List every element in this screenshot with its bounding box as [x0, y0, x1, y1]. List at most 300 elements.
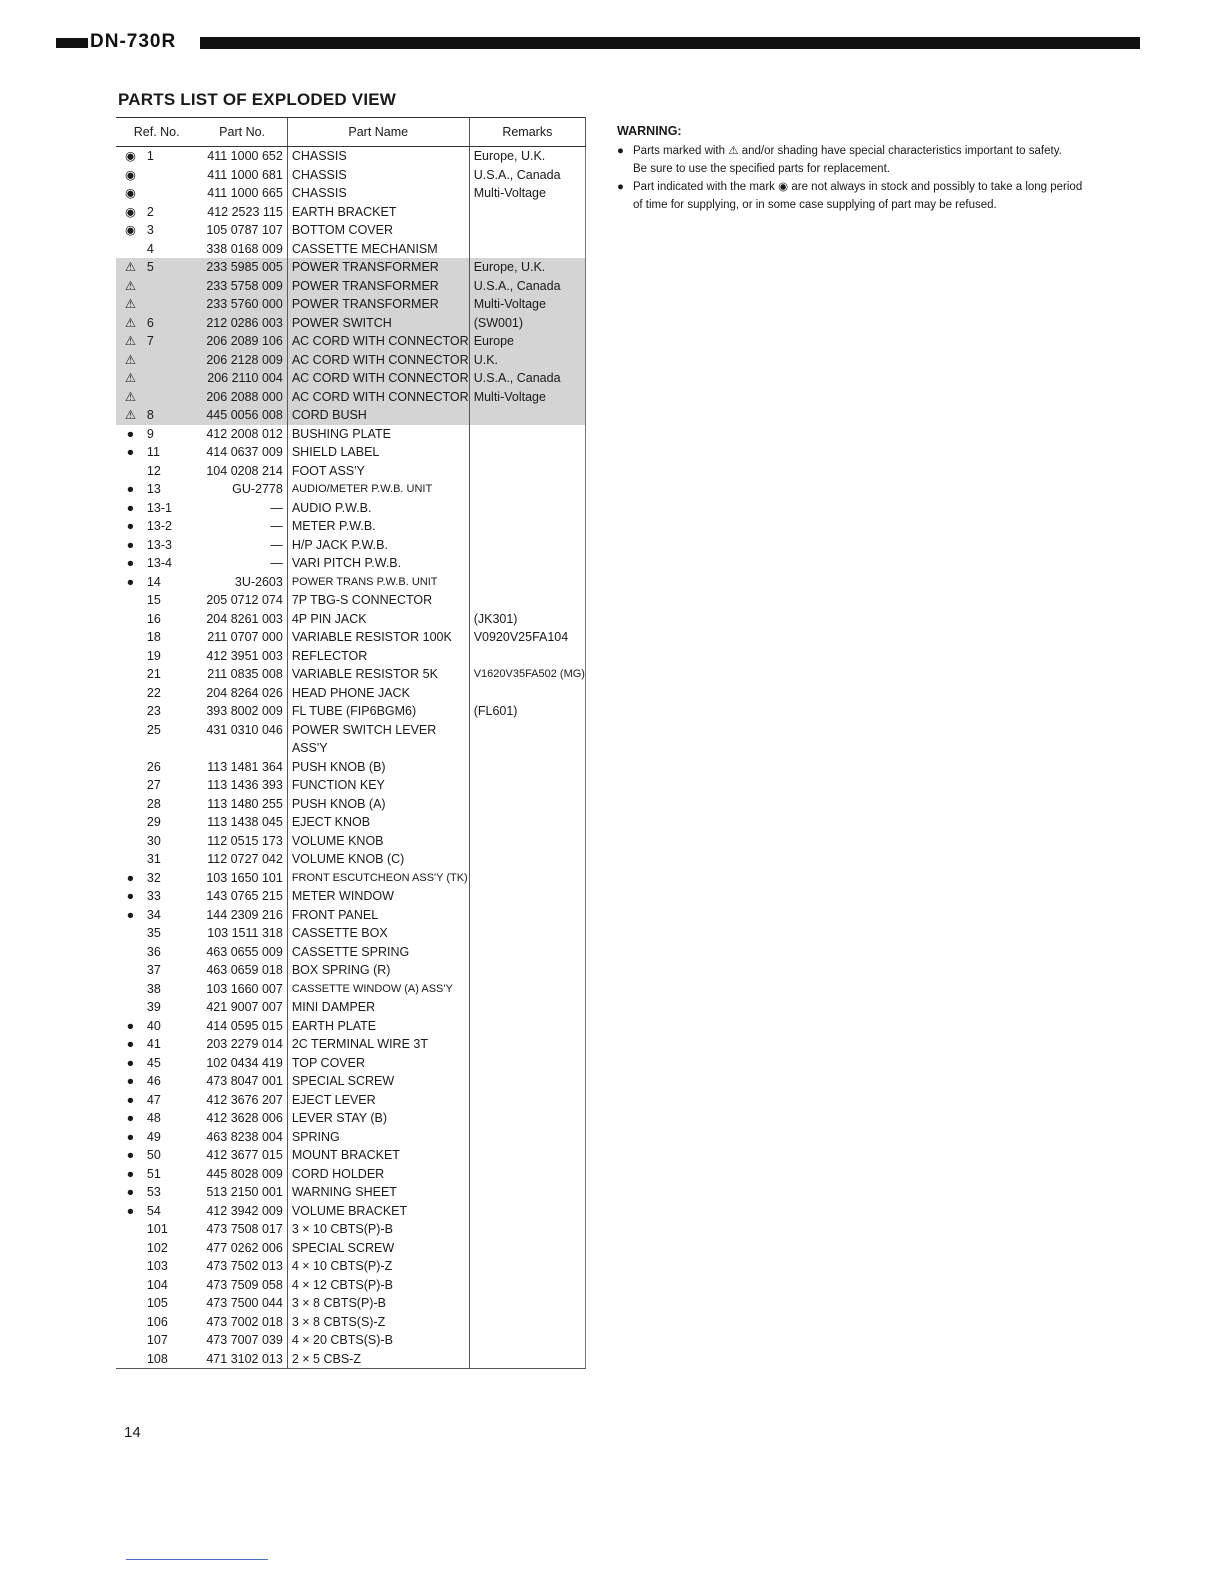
- row-ref-no: 7: [145, 332, 197, 351]
- row-part-no: 513 2150 001: [206, 1185, 283, 1200]
- row-part-name: PUSH KNOB (A): [287, 795, 469, 814]
- row-part-name: BOTTOM COVER: [287, 221, 469, 240]
- bullet-icon: ●: [617, 145, 624, 157]
- row-part-name: 4 × 12 CBTS(P)-B: [287, 1276, 469, 1295]
- row-remarks: (SW001): [469, 314, 585, 333]
- table-row: [116, 887, 586, 906]
- row-mark-icon: [116, 240, 145, 259]
- row-part-no: 103 1511 318: [207, 926, 283, 941]
- row-remarks: [469, 480, 585, 499]
- table-row: [116, 314, 586, 333]
- row-ref-no: 34: [146, 907, 161, 922]
- table-row: [116, 1202, 586, 1221]
- row-ref-no: 53: [146, 1185, 161, 1200]
- table-row: [116, 1183, 586, 1202]
- header-ref: Ref. No.: [116, 118, 197, 147]
- table-row: [116, 943, 586, 962]
- row-part-no: [197, 739, 287, 758]
- warning-item1-text-c: Be sure to use the specified parts for replacement.: [633, 163, 890, 175]
- row-ref-no: 3: [146, 223, 154, 238]
- row-ref-no: 13-3: [146, 537, 172, 552]
- row-ref-no: 48: [146, 1111, 161, 1126]
- row-part-no: 203 2279 014: [206, 1037, 283, 1052]
- table-row: [116, 443, 586, 462]
- row-ref-no: 13-4: [146, 556, 172, 571]
- row-mark-icon: ●: [126, 1203, 135, 1218]
- parts-table-body: [116, 147, 586, 1369]
- parts-table: [116, 117, 586, 1369]
- warning-item-safety: [617, 142, 1087, 178]
- row-part-name: CASSETTE WINDOW (A) ASS'Y: [287, 980, 469, 999]
- table-row: [116, 277, 586, 296]
- row-mark-icon: [116, 1220, 145, 1239]
- row-part-no: 233 5985 005: [197, 258, 287, 277]
- row-remarks: [469, 943, 585, 962]
- table-row: [116, 295, 586, 314]
- row-mark-icon: ●: [126, 1185, 135, 1200]
- warning-item2-text-b: are not always in stock and possibly to take a long period of time for supplying, or in some case supplying of part may be refused.: [633, 181, 1083, 211]
- row-part-name: POWER TRANSFORMER: [287, 295, 469, 314]
- row-remarks: [469, 1202, 585, 1221]
- row-mark-icon: ⚠: [116, 351, 145, 370]
- row-remarks: [469, 850, 585, 869]
- row-mark-icon: ●: [126, 537, 135, 552]
- row-part-name: VOLUME KNOB: [287, 832, 469, 851]
- row-remarks: [469, 443, 585, 462]
- row-part-name: AC CORD WITH CONNECTOR: [287, 351, 469, 370]
- row-ref-no: 101: [146, 1222, 168, 1237]
- row-part-name: EARTH BRACKET: [287, 203, 469, 222]
- row-mark-icon: ●: [126, 574, 135, 589]
- row-part-name: POWER TRANSFORMER: [287, 258, 469, 277]
- row-part-no: 412 3942 009: [206, 1203, 283, 1218]
- table-row: [116, 240, 586, 259]
- table-row: [116, 1128, 586, 1147]
- row-remarks: (FL601): [469, 702, 585, 721]
- row-ref-no: 41: [146, 1037, 161, 1052]
- row-part-no: 113 1480 255: [207, 796, 283, 811]
- row-mark-icon: ⚠: [116, 332, 145, 351]
- row-part-no: 233 5758 009: [197, 277, 287, 296]
- row-remarks: [469, 240, 585, 259]
- row-part-no: —: [270, 537, 283, 552]
- row-remarks: [469, 906, 585, 925]
- row-part-name: AUDIO P.W.B.: [287, 499, 469, 518]
- row-part-no: 144 2309 216: [206, 907, 283, 922]
- row-remarks: [469, 1239, 585, 1258]
- row-part-name: VARIABLE RESISTOR 5K: [287, 665, 469, 684]
- row-remarks: [469, 591, 585, 610]
- row-mark-icon: [116, 1294, 145, 1313]
- row-remarks: [469, 1183, 585, 1202]
- row-remarks: V0920V25FA104: [469, 628, 585, 647]
- row-remarks: [469, 980, 585, 999]
- row-part-no: 473 7509 058: [206, 1277, 283, 1292]
- table-row: [116, 203, 586, 222]
- row-part-name: VARIABLE RESISTOR 100K: [287, 628, 469, 647]
- row-mark-icon: [116, 832, 145, 851]
- table-row: [116, 499, 586, 518]
- table-row: [116, 850, 586, 869]
- row-part-no: 477 0262 006: [206, 1240, 283, 1255]
- row-mark-icon: [116, 795, 145, 814]
- row-part-name: SPRING: [287, 1128, 469, 1147]
- row-part-name: FRONT PANEL: [287, 906, 469, 925]
- row-mark-icon: ●: [126, 1074, 135, 1089]
- row-part-name: EJECT KNOB: [287, 813, 469, 832]
- table-row: [116, 758, 586, 777]
- row-mark-icon: ◉: [125, 186, 136, 201]
- row-mark-icon: [116, 813, 145, 832]
- row-part-no: 211 0707 000: [207, 630, 283, 645]
- table-row: [116, 1109, 586, 1128]
- row-mark-icon: [116, 647, 145, 666]
- row-part-no: 412 3951 003: [206, 648, 283, 663]
- warning-item1-text-a: Parts marked with: [633, 145, 726, 157]
- row-ref-no: 40: [146, 1018, 161, 1033]
- row-part-no: 411 1000 652: [207, 149, 283, 164]
- row-mark-icon: [116, 1350, 145, 1369]
- row-part-no: 412 2523 115: [207, 204, 283, 219]
- row-mark-icon: ●: [126, 1111, 135, 1126]
- row-mark-icon: [116, 998, 145, 1017]
- row-remarks: U.K.: [469, 351, 585, 370]
- row-remarks: [469, 203, 585, 222]
- row-mark-icon: ●: [126, 1166, 135, 1181]
- row-ref-no: 11: [146, 445, 160, 460]
- row-part-no: 473 7007 039: [206, 1333, 283, 1348]
- row-ref-no: [145, 166, 197, 185]
- row-part-name: WARNING SHEET: [287, 1183, 469, 1202]
- row-mark-icon: [116, 961, 145, 980]
- row-ref-no: 106: [146, 1314, 168, 1329]
- row-mark-icon: ●: [126, 1055, 135, 1070]
- table-row: [116, 702, 586, 721]
- row-part-no: —: [270, 500, 283, 515]
- table-row: [116, 961, 586, 980]
- row-part-no: GU-2778: [232, 482, 283, 497]
- row-part-no: 411 1000 665: [207, 186, 283, 201]
- table-row: [116, 1072, 586, 1091]
- row-part-no: 102 0434 419: [206, 1055, 283, 1070]
- warning-title: WARNING:: [617, 124, 682, 138]
- row-remarks: [469, 776, 585, 795]
- row-part-no: 412 2008 012: [206, 426, 283, 441]
- table-row: [116, 924, 586, 943]
- row-part-name: BUSHING PLATE: [287, 425, 469, 444]
- row-mark-icon: [116, 758, 145, 777]
- row-part-name: HEAD PHONE JACK: [287, 684, 469, 703]
- row-part-name: 2 × 5 CBS-Z: [287, 1350, 469, 1369]
- header-left-bar: [56, 38, 88, 48]
- table-row: [116, 795, 586, 814]
- row-part-name: CORD BUSH: [287, 406, 469, 425]
- bullet-icon: ●: [617, 181, 624, 193]
- row-part-name: BOX SPRING (R): [287, 961, 469, 980]
- row-ref-no: 39: [146, 1000, 161, 1015]
- row-part-name: 4P PIN JACK: [287, 610, 469, 629]
- row-ref-no: 19: [146, 648, 161, 663]
- row-part-name: 2C TERMINAL WIRE 3T: [287, 1035, 469, 1054]
- row-part-no: 206 2088 000: [197, 388, 287, 407]
- row-ref-no: 13: [146, 482, 161, 497]
- row-ref-no: 28: [146, 796, 161, 811]
- table-row: [116, 351, 586, 370]
- row-ref-no: [145, 351, 197, 370]
- row-part-no: 445 0056 008: [197, 406, 287, 425]
- row-ref-no: 31: [146, 852, 161, 867]
- row-part-no: 473 8047 001: [206, 1074, 283, 1089]
- row-ref-no: [145, 388, 197, 407]
- row-remarks: [469, 1091, 585, 1110]
- row-remarks: [469, 924, 585, 943]
- table-row: [116, 1257, 586, 1276]
- table-row: [116, 388, 586, 407]
- row-part-name: METER P.W.B.: [287, 517, 469, 536]
- row-part-name: VARI PITCH P.W.B.: [287, 554, 469, 573]
- row-ref-no: 26: [146, 759, 161, 774]
- row-remarks: Multi-Voltage: [469, 184, 585, 203]
- row-ref-no: 8: [145, 406, 197, 425]
- row-mark-icon: ⚠: [116, 314, 145, 333]
- table-row: [116, 1220, 586, 1239]
- row-part-no: 204 8261 003: [206, 611, 283, 626]
- table-row: [116, 832, 586, 851]
- row-remarks: U.S.A., Canada: [469, 166, 585, 185]
- row-remarks: [469, 1109, 585, 1128]
- row-ref-no: 29: [146, 815, 161, 830]
- row-part-no: 205 0712 074: [206, 593, 283, 608]
- row-remarks: [469, 1146, 585, 1165]
- row-part-no: 3U-2603: [234, 574, 283, 589]
- row-remarks: [469, 1294, 585, 1313]
- table-row: [116, 906, 586, 925]
- row-remarks: [469, 462, 585, 481]
- footer-line: [126, 1559, 268, 1560]
- row-ref-no: 15: [146, 593, 161, 608]
- row-ref-no: 5: [145, 258, 197, 277]
- row-part-no: 414 0637 009: [206, 445, 283, 460]
- row-part-name: 4 × 20 CBTS(S)-B: [287, 1331, 469, 1350]
- row-ref-no: 49: [146, 1129, 161, 1144]
- row-mark-icon: ◉: [125, 167, 136, 182]
- row-ref-no: 51: [146, 1166, 161, 1181]
- row-remarks: [469, 1054, 585, 1073]
- row-part-no: 233 5760 000: [197, 295, 287, 314]
- row-ref-no: 13-1: [146, 500, 172, 515]
- row-part-name: FUNCTION KEY: [287, 776, 469, 795]
- row-ref-no: 16: [146, 611, 161, 626]
- table-row: [116, 369, 586, 388]
- row-ref-no: 4: [146, 241, 154, 256]
- warning-item-stock: [617, 178, 1087, 214]
- row-ref-no: 47: [146, 1092, 161, 1107]
- table-row: [116, 517, 586, 536]
- row-ref-no: [145, 295, 197, 314]
- row-mark-icon: ●: [126, 889, 135, 904]
- row-remarks: [469, 1128, 585, 1147]
- row-mark-icon: [116, 1276, 145, 1295]
- row-part-name: H/P JACK P.W.B.: [287, 536, 469, 555]
- row-mark-icon: [116, 1313, 145, 1332]
- row-mark-icon: ⚠: [116, 277, 145, 296]
- table-row: [116, 1091, 586, 1110]
- row-ref-no: 30: [146, 833, 161, 848]
- row-mark-icon: ●: [126, 426, 135, 441]
- row-ref-no: 21: [146, 667, 161, 682]
- row-ref-no: [145, 277, 197, 296]
- row-remarks: [469, 998, 585, 1017]
- row-mark-icon: ●: [126, 556, 135, 571]
- table-row: [116, 1035, 586, 1054]
- row-part-no: 463 0659 018: [206, 963, 283, 978]
- row-part-no: 473 7508 017: [206, 1222, 283, 1237]
- row-part-name: CHASSIS: [287, 147, 469, 166]
- row-part-name: CASSETTE BOX: [287, 924, 469, 943]
- row-part-name: METER WINDOW: [287, 887, 469, 906]
- row-part-no: 206 2110 004: [197, 369, 287, 388]
- row-mark-icon: [116, 1239, 145, 1258]
- row-part-no: 112 0515 173: [207, 833, 283, 848]
- row-remarks: [469, 1313, 585, 1332]
- row-ref-no: 13-2: [146, 519, 172, 534]
- row-part-no: 412 3677 015: [206, 1148, 283, 1163]
- row-part-name: MOUNT BRACKET: [287, 1146, 469, 1165]
- row-mark-icon: [116, 1331, 145, 1350]
- row-part-name: ASS'Y: [287, 739, 469, 758]
- row-remarks: Europe, U.K.: [469, 258, 585, 277]
- row-mark-icon: [116, 850, 145, 869]
- table-row: [116, 1331, 586, 1350]
- row-part-name: POWER SWITCH LEVER: [287, 721, 469, 740]
- row-part-name: AC CORD WITH CONNECTOR: [287, 369, 469, 388]
- row-remarks: (JK301): [469, 610, 585, 629]
- row-part-name: PUSH KNOB (B): [287, 758, 469, 777]
- row-part-no: 473 7500 044: [206, 1296, 283, 1311]
- table-row: [116, 221, 586, 240]
- row-mark-icon: [116, 924, 145, 943]
- table-row: [116, 665, 586, 684]
- row-part-no: —: [270, 519, 283, 534]
- page-number: 14: [124, 1424, 141, 1441]
- row-remarks: [469, 721, 585, 740]
- row-part-name: LEVER STAY (B): [287, 1109, 469, 1128]
- row-mark-icon: ●: [126, 1148, 135, 1163]
- row-part-no: 471 3102 013: [197, 1350, 287, 1369]
- row-remarks: [469, 1220, 585, 1239]
- row-remarks: Multi-Voltage: [469, 295, 585, 314]
- row-mark-icon: ◉: [125, 223, 136, 238]
- row-mark-icon: ⚠: [116, 369, 145, 388]
- row-part-name: AC CORD WITH CONNECTOR: [287, 332, 469, 351]
- row-mark-icon: [116, 702, 145, 721]
- row-part-name: EJECT LEVER: [287, 1091, 469, 1110]
- row-remarks: [469, 887, 585, 906]
- header-part-no: Part No.: [197, 118, 287, 147]
- row-part-no: 204 8264 026: [206, 685, 283, 700]
- table-row: [116, 684, 586, 703]
- row-part-name: SHIELD LABEL: [287, 443, 469, 462]
- row-part-name: FOOT ASS'Y: [287, 462, 469, 481]
- row-remarks: [469, 813, 585, 832]
- row-part-no: 104 0208 214: [206, 463, 283, 478]
- table-row: [116, 591, 586, 610]
- row-remarks: [469, 573, 585, 592]
- row-mark-icon: ●: [126, 1129, 135, 1144]
- row-mark-icon: [116, 462, 145, 481]
- row-remarks: [469, 1276, 585, 1295]
- row-mark-icon: [116, 776, 145, 795]
- row-ref-no: 35: [146, 926, 161, 941]
- row-remarks: [469, 1017, 585, 1036]
- table-row: [116, 869, 586, 888]
- warning-item2-text-a: Part indicated with the mark: [633, 181, 775, 193]
- row-part-no: 113 1481 364: [207, 759, 283, 774]
- row-remarks: [469, 795, 585, 814]
- row-mark-icon: ●: [126, 907, 135, 922]
- table-row: [116, 1017, 586, 1036]
- table-row: [116, 258, 586, 277]
- table-row: [116, 813, 586, 832]
- row-part-no: 206 2089 106: [197, 332, 287, 351]
- row-part-no: 206 2128 009: [197, 351, 287, 370]
- row-remarks: Europe: [469, 332, 585, 351]
- row-remarks: [469, 1165, 585, 1184]
- row-part-name: 4 × 10 CBTS(P)-Z: [287, 1257, 469, 1276]
- row-mark-icon: ◉: [125, 204, 136, 219]
- row-remarks: [469, 832, 585, 851]
- table-row: [116, 480, 586, 499]
- table-row: [116, 554, 586, 573]
- row-remarks: [469, 961, 585, 980]
- row-part-name: REFLECTOR: [287, 647, 469, 666]
- row-remarks: V1620V35FA502 (MG): [469, 665, 585, 684]
- row-ref-no: [145, 369, 197, 388]
- row-remarks: [469, 1035, 585, 1054]
- warning-item1-text-b: and/or shading have special characteristics important to safety.: [741, 145, 1062, 157]
- row-part-no: 473 7002 018: [206, 1314, 283, 1329]
- table-row: [116, 573, 586, 592]
- row-part-name: AUDIO/METER P.W.B. UNIT: [287, 480, 469, 499]
- row-part-no: 421 9007 007: [206, 1000, 283, 1015]
- table-header-row: [116, 118, 586, 147]
- row-mark-icon: ●: [126, 519, 135, 534]
- row-part-name: VOLUME KNOB (C): [287, 850, 469, 869]
- table-row: [116, 1313, 586, 1332]
- row-part-name: AC CORD WITH CONNECTOR: [287, 388, 469, 407]
- row-part-no: 112 0727 042: [207, 852, 283, 867]
- row-part-name: CASSETTE SPRING: [287, 943, 469, 962]
- row-ref-no: 108: [145, 1350, 197, 1369]
- row-ref-no: 14: [146, 574, 161, 589]
- row-part-no: 473 7502 013: [206, 1259, 283, 1274]
- row-mark-icon: [116, 943, 145, 962]
- row-mark-icon: ⚠: [116, 295, 145, 314]
- row-part-name: SPECIAL SCREW: [287, 1239, 469, 1258]
- row-part-no: 105 0787 107: [206, 223, 283, 238]
- row-ref-no: 27: [146, 778, 161, 793]
- row-remarks: [469, 684, 585, 703]
- row-part-no: —: [270, 556, 283, 571]
- row-part-name: FL TUBE (FIP6BGM6): [287, 702, 469, 721]
- row-ref-no: 102: [146, 1240, 168, 1255]
- row-ref-no: 54: [146, 1203, 161, 1218]
- row-part-name: EARTH PLATE: [287, 1017, 469, 1036]
- row-remarks: [469, 499, 585, 518]
- row-part-no: 463 0655 009: [206, 944, 283, 959]
- row-remarks: Europe, U.K.: [469, 147, 585, 166]
- row-mark-icon: [116, 665, 145, 684]
